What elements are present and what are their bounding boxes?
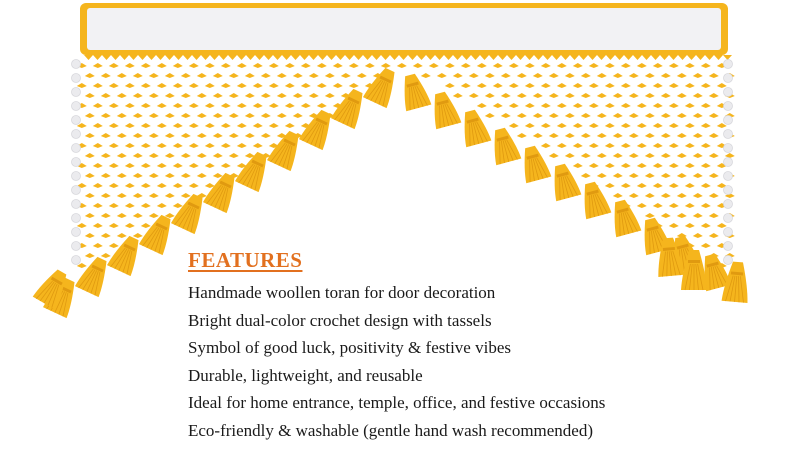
feature-item: Handmade woollen toran for door decoration (188, 283, 496, 302)
features-heading: FEATURES (188, 248, 303, 272)
feature-item: Eco-friendly & washable (gentle hand wash recommended) (188, 420, 594, 440)
features-section (188, 248, 748, 444)
feature-item: Bright dual-color crochet design with tassels (188, 310, 492, 330)
toran-top-band (80, 3, 728, 55)
feature-item: Symbol of good luck, positivity & festive vibes (188, 338, 511, 357)
feature-item: Durable, lightweight, and reusable (188, 365, 423, 385)
feature-item: Ideal for home entrance, temple, office, and festive occasions (188, 393, 606, 412)
crochet-strings (72, 55, 735, 278)
features-list (188, 279, 748, 444)
